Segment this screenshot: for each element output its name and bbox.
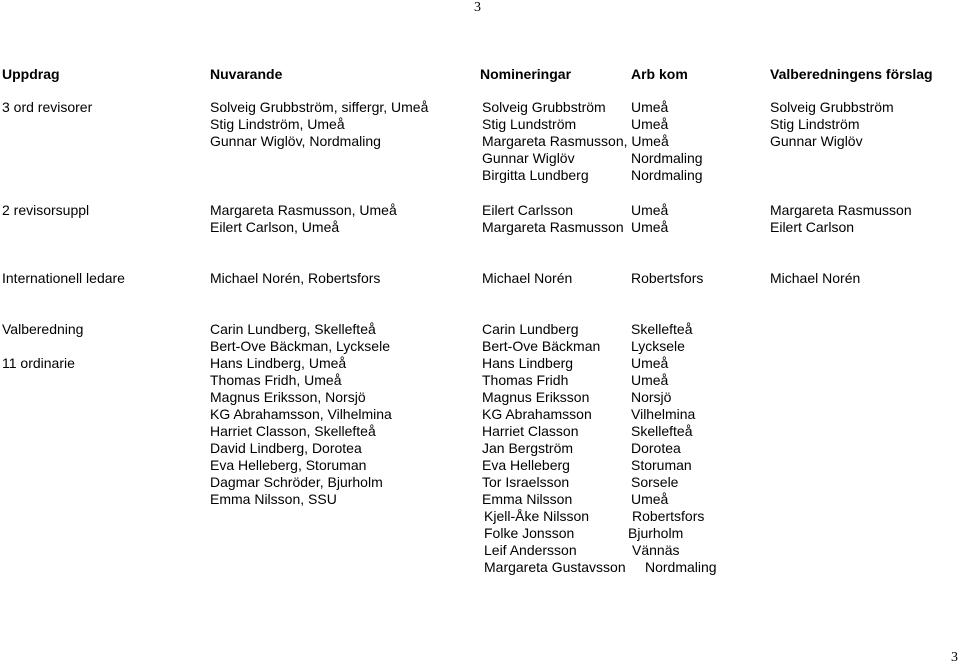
nominerad-ort: Bjurholm bbox=[628, 525, 684, 541]
nominerad-name: Margareta Rasmusson, Umeå bbox=[482, 133, 669, 149]
nuvarande-entry: Margareta Rasmusson, Umeå bbox=[210, 202, 397, 218]
nominerad-name: Carin Lundberg bbox=[482, 321, 579, 337]
nominerad-ort: Umeå bbox=[631, 355, 669, 371]
header-nomineringar: Nomineringar bbox=[480, 66, 572, 82]
nominerad-name: Harriet Classon bbox=[482, 423, 579, 439]
nuvarande-entry: Emma Nilsson, SSU bbox=[210, 491, 337, 507]
nominerad-name: Bert-Ove Bäckman bbox=[482, 338, 601, 354]
section-title-internationell: Internationell ledare bbox=[2, 270, 125, 286]
nuvarande-entry: Hans Lindberg, Umeå bbox=[210, 355, 347, 371]
nominerad-ort: Umeå bbox=[631, 219, 669, 235]
nominerad-ort: Vilhelmina bbox=[631, 406, 696, 422]
header-arb-kom: Arb kom bbox=[631, 66, 688, 82]
nominerad-name: Jan Bergström bbox=[482, 440, 574, 456]
forslag-entry: Eilert Carlson bbox=[770, 219, 855, 235]
nominerad-ort: Vännäs bbox=[632, 542, 680, 558]
section-title-revisorsuppl: 2 revisorsuppl bbox=[2, 202, 90, 218]
forslag-entry: Solveig Grubbström bbox=[770, 99, 894, 115]
nominerad-name: Birgitta Lundberg bbox=[482, 167, 589, 183]
page-number-top: 3 bbox=[474, 0, 481, 15]
forslag-entry: Gunnar Wiglöv bbox=[770, 133, 863, 149]
nuvarande-entry: Dagmar Schröder, Bjurholm bbox=[210, 474, 383, 490]
nominerad-ort: Robertsfors bbox=[632, 508, 705, 524]
forslag-entry: Margareta Rasmusson bbox=[770, 202, 912, 218]
nominerad-ort: Skellefteå bbox=[631, 321, 693, 337]
nominerad-ort: Norsjö bbox=[631, 389, 672, 405]
nominerad-name: Emma Nilsson bbox=[482, 491, 573, 507]
nominerad-name: Thomas Fridh bbox=[482, 372, 569, 388]
nominerad-name: Eva Helleberg bbox=[482, 457, 570, 473]
nuvarande-entry: Thomas Fridh, Umeå bbox=[210, 372, 342, 388]
nominerad-ort: Umeå bbox=[631, 491, 669, 507]
nominerad-name: Gunnar Wiglöv bbox=[482, 150, 575, 166]
nuvarande-entry: Eva Helleberg, Storuman bbox=[210, 457, 367, 473]
nominerad-ort: Dorotea bbox=[631, 440, 681, 456]
nuvarande-entry: Harriet Classon, Skellefteå bbox=[210, 423, 376, 439]
section-subtitle-valberedning: 11 ordinarie bbox=[2, 355, 75, 371]
nominerad-name: KG Abrahamsson bbox=[482, 406, 592, 422]
header-uppdrag: Uppdrag bbox=[2, 66, 60, 82]
nominerad-ort: Umeå bbox=[631, 202, 669, 218]
nuvarande-entry: Gunnar Wiglöv, Nordmaling bbox=[210, 133, 381, 149]
section-title-valberedning: Valberedning bbox=[2, 321, 84, 337]
nuvarande-entry: Solveig Grubbström, siffergr, Umeå bbox=[210, 99, 429, 115]
nominerad-ort: Robertsfors bbox=[631, 270, 704, 286]
nominerad-ort: Sorsele bbox=[631, 474, 679, 490]
nominerad-name: Solveig Grubbström bbox=[482, 99, 606, 115]
nominerad-name: Folke Jonsson bbox=[484, 525, 575, 541]
nuvarande-entry: Michael Norén, Robertsfors bbox=[210, 270, 381, 286]
nominerad-ort: Storuman bbox=[631, 457, 692, 473]
nominerad-ort: Umeå bbox=[631, 116, 669, 132]
nominerad-name: Margareta Gustavsson bbox=[484, 559, 626, 575]
nominerad-name: Leif Andersson bbox=[484, 542, 577, 558]
nuvarande-entry: Stig Lindström, Umeå bbox=[210, 116, 345, 132]
nominerad-ort: Nordmaling bbox=[645, 559, 717, 575]
section-title-revisorer: 3 ord revisorer bbox=[2, 99, 93, 115]
nominerad-name: Kjell-Åke Nilsson bbox=[484, 508, 590, 524]
nuvarande-entry: Bert-Ove Bäckman, Lycksele bbox=[210, 338, 390, 354]
nominerad-ort: Umeå bbox=[631, 99, 669, 115]
nuvarande-entry: David Lindberg, Dorotea bbox=[210, 440, 362, 456]
header-forslag: Valberedningens förslag bbox=[770, 66, 933, 82]
forslag-entry: Stig Lindström bbox=[770, 116, 860, 132]
nominerad-name: Stig Lundström bbox=[482, 116, 577, 132]
nominerad-name: Magnus Eriksson bbox=[482, 389, 590, 405]
forslag-entry: Michael Norén bbox=[770, 270, 861, 286]
nuvarande-entry: Eilert Carlson, Umeå bbox=[210, 219, 340, 235]
nominerad-ort: Nordmaling bbox=[631, 150, 703, 166]
page-number-bottom: 3 bbox=[951, 650, 958, 665]
nominerad-name: Hans Lindberg bbox=[482, 355, 574, 371]
nominerad-ort: Lycksele bbox=[631, 338, 685, 354]
nuvarande-entry: KG Abrahamsson, Vilhelmina bbox=[210, 406, 392, 422]
nuvarande-entry: Magnus Eriksson, Norsjö bbox=[210, 389, 366, 405]
nominerad-ort: Skellefteå bbox=[631, 423, 693, 439]
nominerad-name: Michael Norén bbox=[482, 270, 573, 286]
nuvarande-entry: Carin Lundberg, Skellefteå bbox=[210, 321, 376, 337]
header-nuvarande: Nuvarande bbox=[210, 66, 283, 82]
nominerad-name: Margareta Rasmusson bbox=[482, 219, 624, 235]
nominerad-ort: Nordmaling bbox=[631, 167, 703, 183]
nominerad-ort: Umeå bbox=[631, 372, 669, 388]
nominerad-name: Tor Israelsson bbox=[482, 474, 570, 490]
nominerad-name: Eilert Carlsson bbox=[482, 202, 574, 218]
